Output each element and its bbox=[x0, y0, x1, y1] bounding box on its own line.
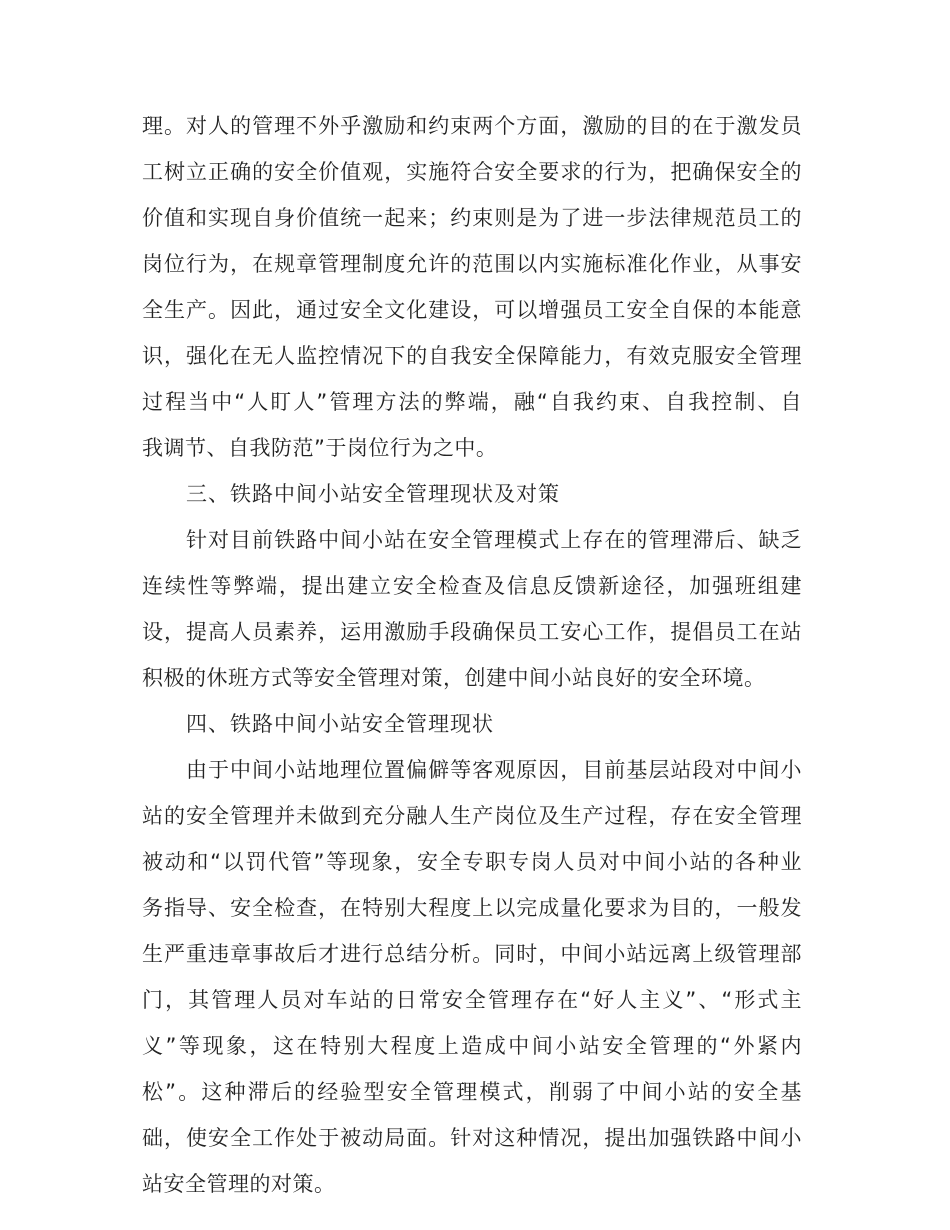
text-line: 岗位行为，在规章管理制度允许的范围以内实施标准化作业，从事安 bbox=[142, 252, 802, 276]
text-line: 工树立正确的安全价值观，实施符合安全要求的行为，把确保安全的 bbox=[142, 160, 802, 184]
text-line: 连续性等弊端，提出建立安全检查及信息反馈新途径，加强班组建 bbox=[142, 574, 802, 598]
text-line: 站安全管理的对策。 bbox=[142, 1172, 336, 1196]
text-line: 础，使安全工作处于被动局面。针对这种情况，提出加强铁路中间小 bbox=[142, 1126, 802, 1150]
text-line: 识，强化在无人监控情况下的自我安全保障能力，有效克服安全管理 bbox=[142, 344, 802, 368]
text-line: 门，其管理人员对车站的日常安全管理存在“好人主义”、“形式主 bbox=[142, 988, 802, 1012]
section-heading: 三、铁路中间小站安全管理现状及对策 bbox=[186, 482, 560, 506]
text-line: 松”。这种滞后的经验型安全管理模式，削弱了中间小站的安全基 bbox=[142, 1080, 802, 1104]
text-line: 针对目前铁路中间小站在安全管理模式上存在的管理滞后、缺乏 bbox=[186, 528, 802, 552]
text-line: 务指导、安全检查，在特别大程度上以完成量化要求为目的，一般发 bbox=[142, 896, 802, 920]
text-line: 我调节、自我防范”于岗位行为之中。 bbox=[142, 436, 498, 460]
text-line: 生严重违章事故后才进行总结分析。同时，中间小站远离上级管理部 bbox=[142, 942, 802, 966]
text-line: 全生产。因此，通过安全文化建设，可以增强员工安全自保的本能意 bbox=[142, 298, 802, 322]
text-line: 义”等现象，这在特别大程度上造成中间小站安全管理的“外紧内 bbox=[142, 1034, 802, 1058]
text-line: 理。对人的管理不外乎激励和约束两个方面，激励的目的在于激发员 bbox=[142, 114, 802, 138]
text-line: 积极的休班方式等安全管理对策，创建中间小站良好的安全环境。 bbox=[142, 666, 766, 690]
section-heading: 四、铁路中间小站安全管理现状 bbox=[186, 712, 494, 736]
text-line: 设，提高人员素养，运用激励手段确保员工安心工作，提倡员工在站 bbox=[142, 620, 802, 644]
text-line: 被动和“以罚代管”等现象，安全专职专岗人员对中间小站的各种业 bbox=[142, 850, 802, 874]
text-line: 站的安全管理并未做到充分融人生产岗位及生产过程，存在安全管理 bbox=[142, 804, 802, 828]
text-line: 由于中间小站地理位置偏僻等客观原因，目前基层站段对中间小 bbox=[186, 758, 802, 782]
text-line: 价值和实现自身价值统一起来；约束则是为了进一步法律规范员工的 bbox=[142, 206, 802, 230]
text-line: 过程当中“人盯人”管理方法的弊端，融“自我约束、自我控制、自 bbox=[142, 390, 802, 414]
